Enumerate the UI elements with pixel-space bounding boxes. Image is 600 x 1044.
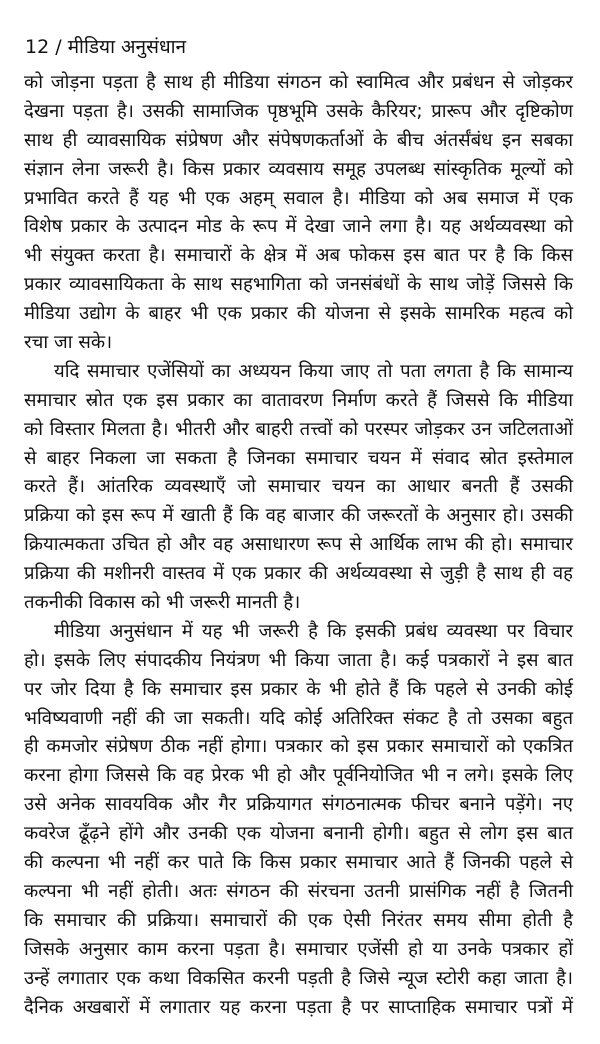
text-line: दैनिक अखबारों में लगातार यह करना पड़ता है पर साप्ताहिक समाचार पत्रों में [24,996,573,1018]
text-line: प्रक्रिया की मशीनरी वास्तव में एक प्रकार की अर्थव्यवस्था से जुड़ी है साथ ही वह [24,563,573,585]
page-number: 12 [25,36,50,58]
text-line: कल्पना भी नहीं होती। अतः संगठन की संरचना उतनी प्रासंगिक नहीं है जितनी [24,880,573,902]
text-line: समाचार स्रोत एक इस प्रकार का वातावरण निर्माण करते हैं जिससे कि मीडिया [24,389,573,411]
text-line: करते हैं। आंतरिक व्यवस्थाएँ जो समाचार चयन का आधार बनती हैं उसकी [24,476,573,498]
text-line: विशेष प्रकार के उत्पादन मोड के रूप में देखा जाने लगा है। यह अर्थव्यवस्था को [24,216,573,238]
text-line: तकनीकी विकास को भी जरूरी मानती है। [24,592,301,614]
text-line: प्रकार व्यावसायिकता के साथ सहभागिता को जनसंबंधों के साथ जोड़ें जिससे कि [24,274,573,296]
text-line: प्रभावित करते हैं यह भी एक अहम् सवाल है। मीडिया को अब समाज में एक [24,187,573,209]
text-line: भविष्यवाणी नहीं की जा सकती। यदि कोई अतिरिक्त संकट है तो उसका बहुत [24,707,573,729]
text-line: प्रक्रिया को इस रूप में खाती हैं कि वह बाजार की जरूरतों के अनुसार हो। उसकी [24,505,573,527]
paragraph [24,69,573,358]
text-line: पर जोर दिया है कि समाचार इस प्रकार के भी होते हैं कि पहले से उनकी कोई [24,678,573,700]
text-line: ही कमजोर संप्रेषण ठीक नहीं होगा। पत्रकार को इस प्रकार समाचारों को एकत्रित [24,736,573,758]
text-line: उसे अनेक सावयविक और गैर प्रक्रियागत संगठनात्मक फीचर बनाने पड़ेंगे। नए [24,794,573,816]
text-line: साथ ही व्यावसायिक संप्रेषण और संपेषणकर्ताओं के बीच अंतर्संबंध इन सबका [24,129,573,151]
text-line: रचा जा सके। [24,332,113,354]
text-line: मीडिया अनुसंधान में यह भी जरूरी है कि इसकी प्रबंध व्यवस्था पर विचार [54,620,573,642]
text-line: उन्हें लगातार एक कथा विकसित करनी पड़ती है जिसे न्यूज स्टोरी कहा जाता है। [24,967,573,989]
text-line: को विस्तार मिलता है। भीतरी और बाहरी तत्त्वों को परस्पर जोड़कर उन जटिलताओं [24,418,573,440]
text-line: करना होगा जिससे कि वह प्रेरक भी हो और पूर्वनियोजित भी न लगे। इसके लिए [24,765,573,787]
book-title: मीडिया अनुसंधान [67,36,187,58]
text-line: हो। इसके लिए संपादकीय नियंत्रण भी किया जाता है। कई पत्रकारों ने इस बात [24,649,573,671]
body-text [24,69,573,1022]
text-line: संज्ञान लेना जरूरी है। किस प्रकार व्यवसाय समूह उपलब्ध सांस्कृतिक मूल्यों को [24,158,573,180]
text-line: को जोड़ना पड़ता है साथ ही मीडिया संगठन को स्वामित्व और प्रबंधन से जोड़कर [24,72,573,93]
text-line: देखना पड़ता है। उसकी सामाजिक पृष्ठभूमि उसके कैरियर; प्रारूप और दृष्टिकोण [24,100,573,122]
text-line: मीडिया उद्योग के बाहर भी एक प्रकार की योजना से इसके सामरिक महत्व को [24,303,573,325]
running-header [25,33,186,61]
text-line: जिसके अनुसार काम करना पड़ता है। समाचार एजेंसी हो या उनके पत्रकार हों [24,938,573,960]
text-line: से बाहर निकला जा सकता है जिनका समाचार चयन में संवाद स्रोत इस्तेमाल [24,447,573,469]
text-line: कवरेज ढूँढ़ने होंगे और उनकी एक योजना बनानी होगी। बहुत से लोग इस बात [24,823,573,845]
text-line: यदि समाचार एजेंसियों का अध्ययन किया जाए तो पता लगता है कि सामान्य [54,360,573,382]
text-line: कि समाचार की प्रक्रिया। समाचारों की एक ऐसी निरंतर समय सीमा होती है [24,909,573,931]
header-separator: / [55,36,62,58]
text-line: भी संयुक्त करता है। समाचारों के क्षेत्र में अब फोकस इस बात पर है कि किस [24,245,573,267]
text-line: क्रियात्मकता उचित हो और वह असाधारण रूप से आर्थिक लाभ की हो। समाचार [24,534,573,556]
text-line: की कल्पना भी नहीं कर पाते कि किस प्रकार समाचार आते हैं जिनकी पहले से [24,852,573,874]
paragraph [24,618,573,1022]
paragraph [24,358,573,618]
